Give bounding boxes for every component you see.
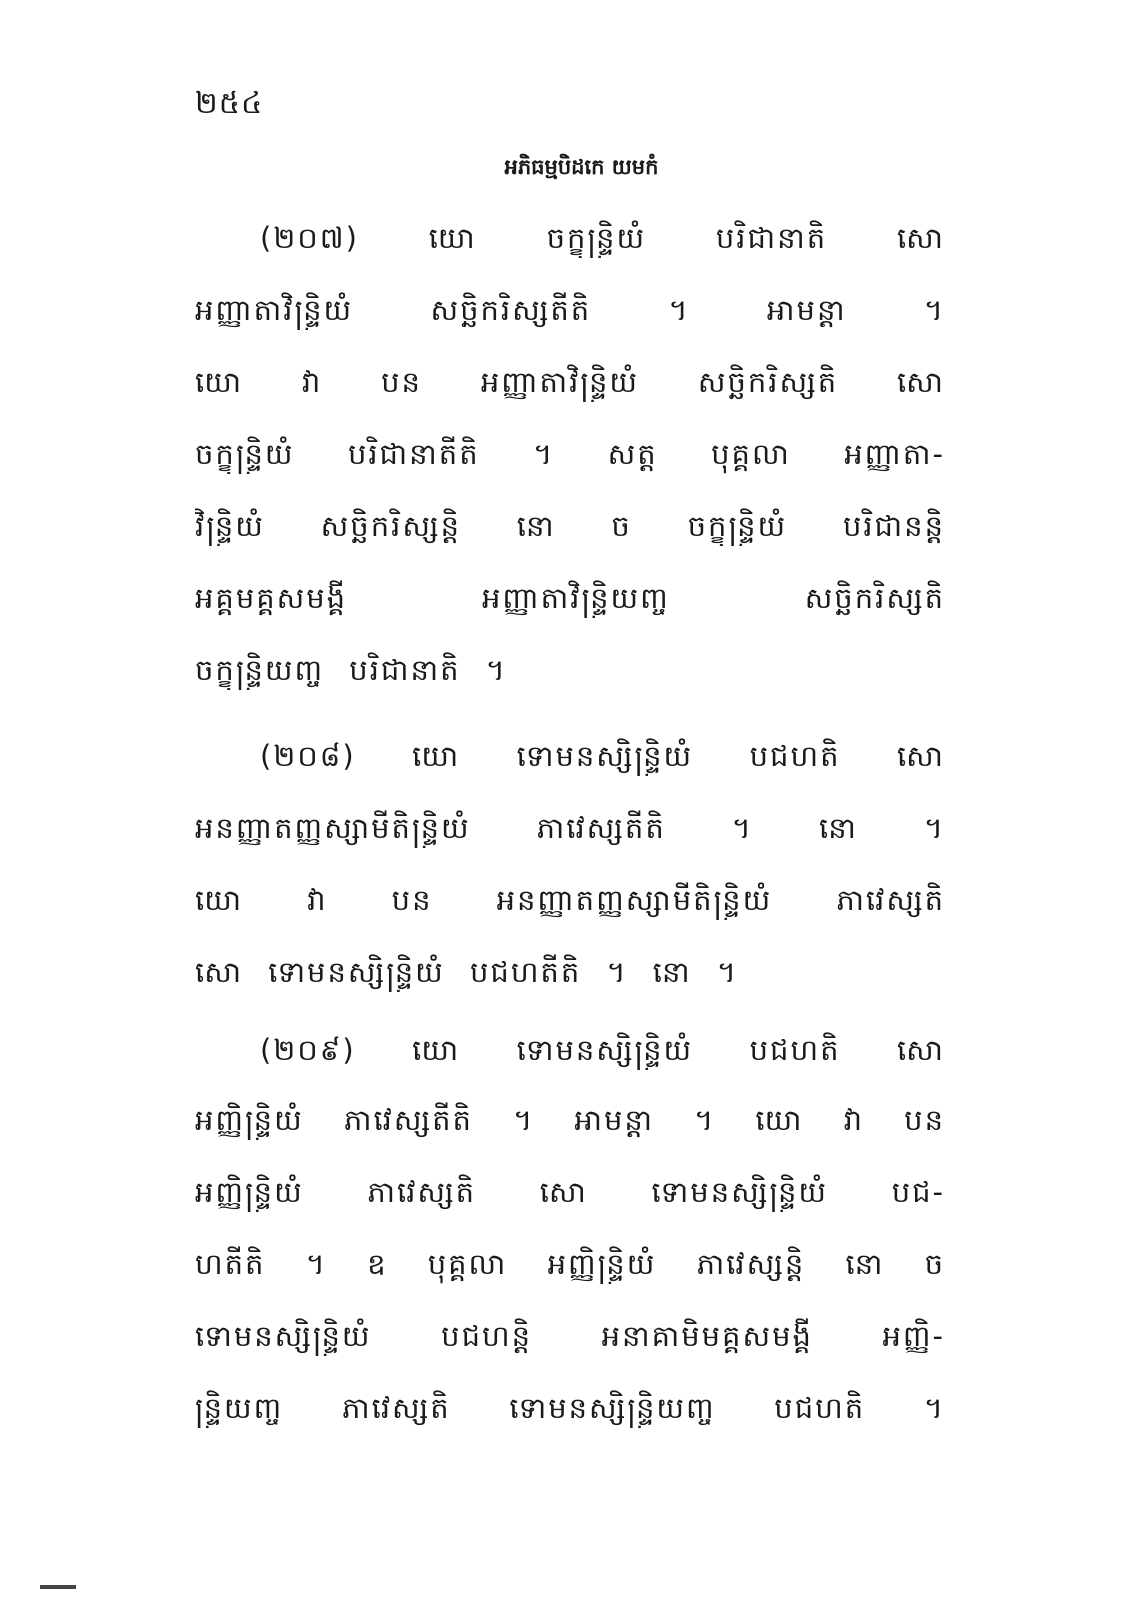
text-line: អគ្គមគ្គសមង្គី អញ្ញាតាវិន្ទ្រិយញ្ច សច្ឆិករិស្សតិ (195, 581, 945, 615)
text-line: ន្ទ្រិយញ្ច ភាវេស្សតិ ទោមនស្សិន្ទ្រិយញ្ច បជហតិ ។ (195, 1391, 945, 1425)
text-line: ហតីតិ ។ ឧ បុគ្គលា អញ្ញិន្ទ្រិយំ ភាវេស្សន្តិ នោ ច (195, 1247, 945, 1281)
text-line: (២០៨) យោ ទោមនស្សិន្ទ្រិយំ បជហតិ សោ (260, 739, 945, 773)
text-line: ទោមនស្សិន្ទ្រិយំ បជហន្តិ អនាគាមិមគ្គសមង្គី អញ្ញិ- (195, 1319, 945, 1353)
text-line: សោ ទោមនស្សិន្ទ្រិយំ បជហតីតិ ។ នោ ។ (195, 955, 738, 989)
text-line: យោ វា បន អនញ្ញាតញ្ញស្សាមីតិន្ទ្រិយំ ភាវេស្សតិ (195, 883, 945, 917)
running-header: អភិធម្មបិដកេ យមកំ (504, 155, 659, 179)
text-line: ចក្ខុន្ទ្រិយំ បរិជានាតីតិ ។ សត្ត បុគ្គលា អញ្ញាតា- (195, 437, 945, 471)
text-line: អញ្ញាតាវិន្ទ្រិយំ សច្ឆិករិស្សតីតិ ។ អាមន្តា ។ (195, 293, 945, 327)
text-line: យោ វា បន អញ្ញាតាវិន្ទ្រិយំ សច្ឆិករិស្សតិ សោ (195, 365, 945, 399)
text-line: អញ្ញិន្ទ្រិយំ ភាវេស្សតីតិ ។ អាមន្តា ។ យោ វា បន (195, 1103, 945, 1137)
page-number: ២៥៤ (195, 86, 264, 121)
text-line: ចក្ខុន្ទ្រិយញ្ច បរិជានាតិ ។ (195, 653, 507, 687)
text-line: វិន្ទ្រិយំ សច្ឆិករិស្សន្តិ នោ ច ចក្ខុន្ទ្រិយំ បរិជានន្តិ (195, 509, 945, 543)
text-line: (២០៩) យោ ទោមនស្សិន្ទ្រិយំ បជហតិ សោ (260, 1033, 945, 1067)
text-line: (២០៧) យោ ចក្ខុន្ទ្រិយំ បរិជានាតិ សោ (260, 221, 945, 255)
text-line: អនញ្ញាតញ្ញស្សាមីតិន្ទ្រិយំ ភាវេស្សតីតិ ។ នោ ។ (195, 811, 945, 845)
corner-mark (40, 1585, 76, 1589)
text-line: អញ្ញិន្ទ្រិយំ ភាវេស្សតិ សោ ទោមនស្សិន្ទ្រិយំ បជ- (195, 1175, 945, 1209)
